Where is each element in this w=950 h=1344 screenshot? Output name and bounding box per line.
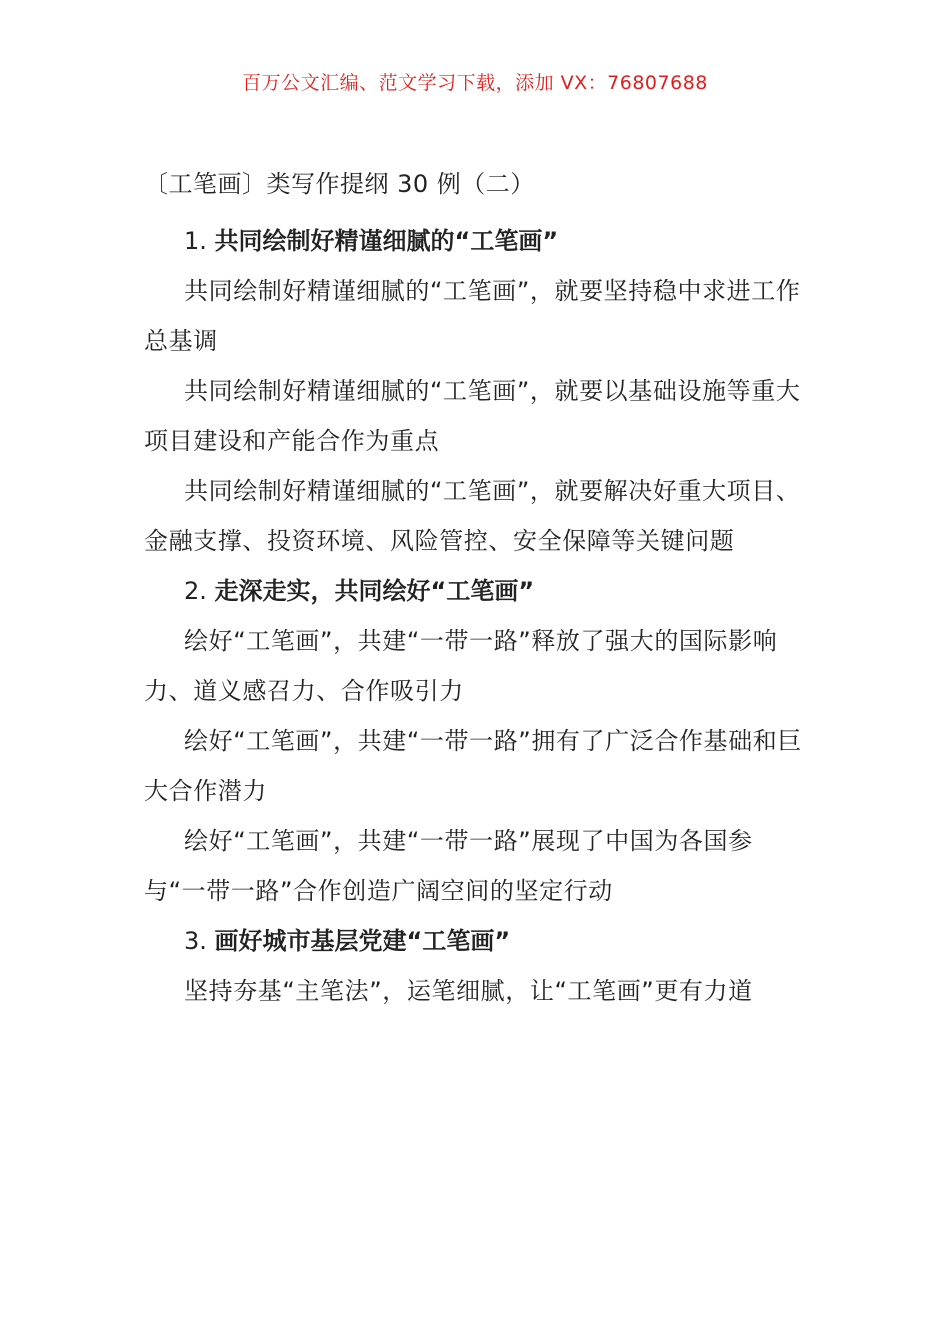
section-heading-text: 画好城市基层党建“工笔画” <box>214 927 511 955</box>
section-heading <box>144 916 808 966</box>
section-number: 1. <box>184 227 207 255</box>
paragraph: 坚持夯基“主笔法”，运笔细腻，让“工笔画”更有力道 <box>184 977 753 1005</box>
document-title: 〔工笔画〕类写作提纲 30 例（二） <box>144 170 535 198</box>
section-heading-text: 共同绘制好精谨细腻的“工笔画” <box>214 227 559 255</box>
paragraph: 共同绘制好精谨细腻的“工笔画”，就要解决好重大项目、金融支撑、投资环境、风险管控、安全保障等关键问题 <box>144 477 801 555</box>
section-number: 3. <box>184 927 207 955</box>
paragraph: 绘好“工笔画”，共建“一带一路”展现了中国为各国参与“一带一路”合作创造广阔空间的坚定行动 <box>144 827 753 905</box>
section-heading <box>144 216 808 266</box>
section-1 <box>144 216 808 566</box>
document-body <box>144 164 808 1016</box>
section-number: 2. <box>184 577 207 605</box>
section-heading <box>144 566 808 616</box>
paragraph: 共同绘制好精谨细腻的“工笔画”，就要以基础设施等重大项目建设和产能合作为重点 <box>144 377 801 455</box>
paragraph: 绘好“工笔画”，共建“一带一路”释放了强大的国际影响力、道义感召力、合作吸引力 <box>144 627 778 705</box>
paragraph: 共同绘制好精谨细腻的“工笔画”，就要坚持稳中求进工作总基调 <box>144 277 801 355</box>
watermark-header: 百万公文汇编、范文学习下载，添加 VX：76807688 <box>242 72 708 94</box>
section-2 <box>144 566 808 916</box>
section-3 <box>144 916 808 1016</box>
section-heading-text: 走深走实，共同绘好“工笔画” <box>214 577 535 605</box>
paragraph: 绘好“工笔画”，共建“一带一路”拥有了广泛合作基础和巨大合作潜力 <box>144 727 802 805</box>
